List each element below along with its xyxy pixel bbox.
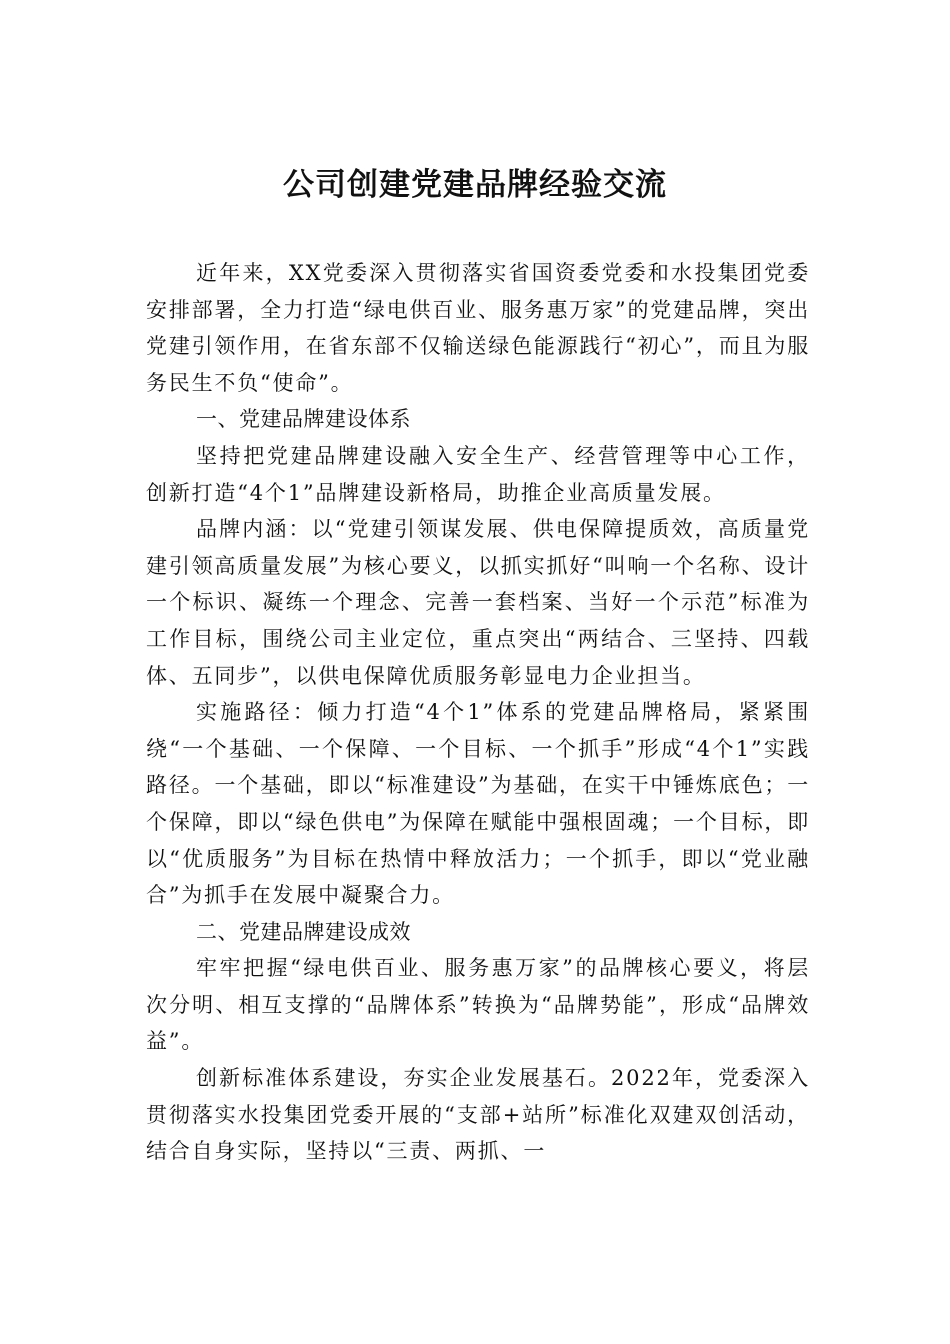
- paragraph-implementation-path: 实施路径：倾力打造“4个1”体系的党建品牌格局，紧紧围绕“一个基础、一个保障、一个目标、一个抓手”形成“4个1”实践路径。一个基础，即以“标准建设”为基础，在实干中锤炼底色；一个保障，即以“绿色供电”为保障在赋能中强根固魂；一个目标，即以“优质服务”为目标在热情中释放活力；一个抓手，即以“党业融合”为抓手在发展中凝聚合力。: [146, 700, 810, 908]
- paragraph-results-overview: 牢牢把握“绿电供百业、服务惠万家”的品牌核心要义，将层次分明、相互支撑的“品牌体系”转换为“品牌势能”，形成“品牌效益”。: [146, 956, 810, 1054]
- paragraph-system-overview: 坚持把党建品牌建设融入安全生产、经营管理等中心工作，创新打造“4个1”品牌建设新格局，助推企业高质量发展。: [146, 443, 810, 505]
- section-heading-2: 二、党建品牌建设成效: [196, 919, 411, 944]
- document-body: [146, 255, 810, 1170]
- paragraph-brand-connotation: 品牌内涵：以“党建引领谋发展、供电保障提质效，高质量党建引领高质量发展”为核心要义，以抓实抓好“叫响一个名称、设计一个标识、凝练一个理念、完善一套档案、当好一个示范”标准为工作目标，围绕公司主业定位，重点突出“两结合、三坚持、四载体、五同步”，以供电保障优质服务彰显电力企业担当。: [146, 517, 810, 688]
- paragraph-standard-system: 创新标准体系建设，夯实企业发展基石。2022年，党委深入贯彻落实水投集团党委开展的“支部+站所”标准化双建双创活动，结合自身实际，坚持以“三责、两抓、一: [146, 1066, 810, 1164]
- section-heading-1: 一、党建品牌建设体系: [196, 407, 411, 432]
- document-title: 公司创建党建品牌经验交流: [283, 167, 667, 203]
- paragraph-intro: 近年来，XX党委深入贯彻落实省国资委党委和水投集团党委安排部署，全力打造“绿电供百业、服务惠万家”的党建品牌，突出党建引领作用，在省东部不仅输送绿色能源践行“初心”，而且为服务民生不负“使命”。: [146, 261, 810, 395]
